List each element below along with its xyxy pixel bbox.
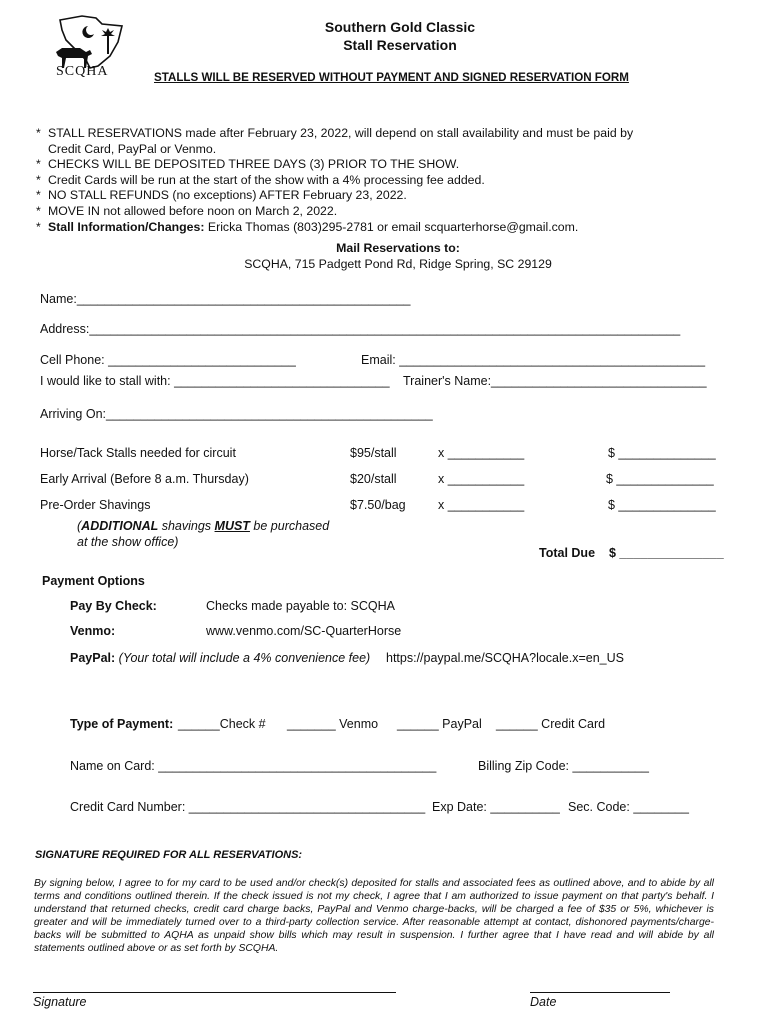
email-field[interactable]: Email: ____________________________________________ bbox=[361, 353, 706, 367]
pay-by-check-value: Checks made payable to: SCQHA bbox=[206, 599, 395, 613]
rule-item: * STALL RESERVATIONS made after February 23, 2022, will depend on stall availability and must be paid by bbox=[36, 126, 676, 142]
logo-text: SCQHA bbox=[56, 64, 109, 79]
arriving-on-field[interactable]: Arriving On:_______________________________________________ bbox=[40, 407, 433, 421]
form-title: Southern Gold Classic bbox=[324, 19, 476, 35]
rule-item: * Credit Cards will be run at the start of the show with a 4% processing fee added. bbox=[36, 173, 676, 189]
check-option-field[interactable]: ______Check # bbox=[178, 717, 266, 731]
item-label: Pre-Order Shavings bbox=[40, 498, 151, 512]
venmo-label: Venmo: bbox=[70, 624, 116, 638]
rule-item: * MOVE IN not allowed before noon on March 2, 2022. bbox=[36, 204, 676, 220]
item-price: $7.50/bag bbox=[350, 498, 406, 512]
signature-line[interactable] bbox=[33, 992, 396, 993]
date-line[interactable] bbox=[530, 992, 670, 993]
rule-item: * Stall Information/Changes: Ericka Thomas (803)295-2781 or email scquarterhorse@gmail.com. bbox=[36, 220, 676, 236]
item-qty-field[interactable]: x ___________ bbox=[438, 446, 525, 460]
mail-address: SCQHA, 715 Padgett Pond Rd, Ridge Spring, SC 29129 bbox=[244, 257, 552, 271]
card-number-field[interactable]: Credit Card Number: __________________________________ bbox=[70, 800, 426, 814]
item-total-field[interactable]: $ ______________ bbox=[606, 472, 714, 486]
item-total-field[interactable]: $ ______________ bbox=[608, 446, 716, 460]
exp-date-field[interactable]: Exp Date: __________ bbox=[432, 800, 560, 814]
venmo-option-field[interactable]: _______ Venmo bbox=[287, 717, 379, 731]
rules-list bbox=[36, 126, 676, 235]
signature-label: Signature bbox=[33, 995, 87, 1009]
credit-card-option-field[interactable]: ______ Credit Card bbox=[496, 717, 606, 731]
paypal-row: PayPal: (Your total will include a 4% convenience fee) bbox=[70, 651, 371, 665]
name-field[interactable]: Name:________________________________________________ bbox=[40, 292, 411, 306]
item-label: Early Arrival (Before 8 a.m. Thursday) bbox=[40, 472, 249, 486]
type-of-payment-label: Type of Payment: bbox=[70, 717, 174, 731]
item-price: $20/stall bbox=[350, 472, 397, 486]
name-on-card-field[interactable]: Name on Card: ________________________________________ bbox=[70, 759, 437, 773]
item-price: $95/stall bbox=[350, 446, 397, 460]
item-qty-field[interactable]: x ___________ bbox=[438, 498, 525, 512]
sec-code-field[interactable]: Sec. Code: ________ bbox=[568, 800, 689, 814]
legal-terms: By signing below, I agree to for my card to be used and/or check(s) deposited for stalls and associated fees as outlined above, and to abide by all terms and conditions outlined therein. If the check issued is not my check, I agree that I am authorized to issue payment on that party's behalf. I understand that returned checks, credit card charge backs, PayPal and Venmo charge-backs, will be charged a fee of $35 or 5%, whichever is greater and will be immediately turned over to a third-party collection service. After reasonable attempt at contact, dishonored payments/charge-backs will be submitted to AQHA as unpaid show bills which may result in suspension. I further agree that I have read and will abide by all statements outlined above or as set forth by SCQHA. bbox=[34, 878, 714, 955]
shavings-note-line2: at the show office) bbox=[77, 535, 179, 549]
cell-phone-field[interactable]: Cell Phone: ___________________________ bbox=[40, 353, 296, 367]
item-qty-field[interactable]: x ___________ bbox=[438, 472, 525, 486]
reservation-notice: STALLS WILL BE RESERVED WITHOUT PAYMENT AND SIGNED RESERVATION FORM bbox=[154, 71, 629, 84]
date-label: Date bbox=[530, 995, 557, 1009]
rule-item-continued: Credit Card, PayPal or Venmo. bbox=[48, 141, 217, 156]
item-total-field[interactable]: $ ______________ bbox=[608, 498, 716, 512]
venmo-link[interactable]: www.venmo.com/SC-QuarterHorse bbox=[206, 624, 402, 638]
address-field[interactable]: Address:_____________________________________________________________________________________ bbox=[40, 322, 681, 336]
billing-zip-field[interactable]: Billing Zip Code: ___________ bbox=[478, 759, 649, 773]
total-due-field[interactable]: $ _______________ bbox=[609, 546, 724, 560]
paypal-option-field[interactable]: ______ PayPal bbox=[397, 717, 482, 731]
stall-with-field[interactable]: I would like to stall with: _______________________________ bbox=[40, 374, 390, 388]
shavings-note: (ADDITIONAL shavings MUST be purchased bbox=[77, 519, 330, 533]
paypal-link[interactable]: https://paypal.me/SCQHA?locale.x=en_US bbox=[386, 651, 624, 665]
form-subtitle: Stall Reservation bbox=[343, 37, 457, 53]
signature-required-heading: SIGNATURE REQUIRED FOR ALL RESERVATIONS: bbox=[35, 849, 303, 861]
rule-item: * NO STALL REFUNDS (no exceptions) AFTER February 23, 2022. bbox=[36, 188, 676, 204]
payment-options-heading: Payment Options bbox=[42, 574, 145, 588]
mail-heading: Mail Reservations to: bbox=[336, 241, 460, 255]
total-due-label: Total Due bbox=[539, 546, 596, 560]
trainer-name-field[interactable]: Trainer's Name:_______________________________ bbox=[403, 374, 707, 388]
pay-by-check-label: Pay By Check: bbox=[70, 599, 157, 613]
rule-item: * CHECKS WILL BE DEPOSITED THREE DAYS (3) PRIOR TO THE SHOW. bbox=[36, 157, 676, 173]
item-label: Horse/Tack Stalls needed for circuit bbox=[40, 446, 236, 460]
